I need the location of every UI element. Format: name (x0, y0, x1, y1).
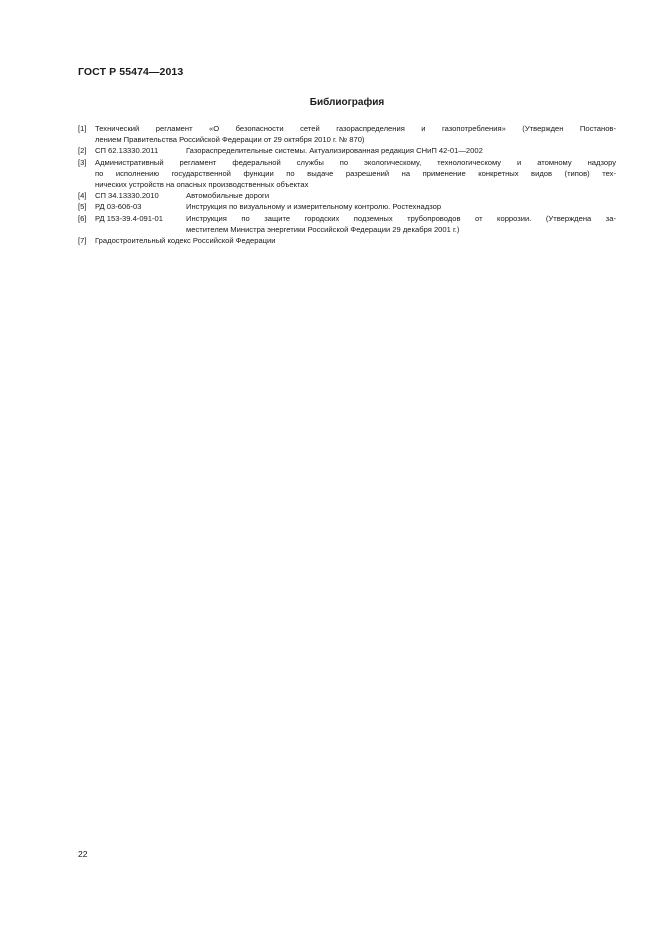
entry-code: СП 62.13330.2011 (95, 146, 159, 156)
bibliography-entry (78, 157, 616, 191)
document-code: ГОСТ Р 55474—2013 (78, 66, 184, 78)
entry-number: [2] (78, 146, 87, 156)
entry-number: [4] (78, 191, 87, 201)
entry-text-line: Инструкция по защите городских подземных трубопроводов от коррозии. (Утверждена за- (186, 213, 616, 223)
entry-number: [6] (78, 213, 87, 223)
bibliography-entry (78, 235, 616, 246)
bibliography-entry (78, 123, 616, 145)
page-number: 22 (78, 849, 88, 859)
entry-number: [3] (78, 157, 87, 167)
entry-text-line: по исполнению государственной функции по выдаче разрешений на применение конкретных видов (типов) тех- (95, 168, 616, 178)
section-title: Библиография (309, 97, 385, 108)
bibliography-entry (78, 190, 616, 201)
entry-text-line: Автомобильные дороги (186, 191, 270, 201)
entry-number: [5] (78, 202, 87, 212)
entry-code: СП 34.13330.2010 (95, 191, 159, 201)
entry-code: РД 03-606-03 (95, 202, 142, 212)
entry-text-line: Газораспределительные системы. Актуализированная редакция СНиП 42-01—2002 (186, 146, 483, 156)
bibliography-list (78, 123, 616, 246)
entry-text-line: лением Правительства Российской Федерации от 29 октября 2010 г. № 870) (95, 135, 365, 145)
bibliography-entry (78, 145, 616, 156)
entry-text-line: Градостроительный кодекс Российской Федерации (95, 236, 276, 246)
bibliography-entry (78, 213, 616, 235)
entry-text-line: Административный регламент федеральной службы по экологическому, технологическому и атомному надзору (95, 157, 616, 167)
bibliography-entry (78, 201, 616, 212)
entry-text-line: Инструкция по визуальному и измерительному контролю. Ростехнадзор (186, 202, 442, 212)
entry-number: [7] (78, 236, 87, 246)
entry-code: РД 153-39.4-091-01 (95, 213, 163, 223)
entry-text-line: местителем Министра энергетики Российской Федерации 29 декабря 2001 г.) (186, 224, 460, 234)
entry-number: [1] (78, 124, 87, 133)
entry-text-line: Технический регламент «О безопасности сетей газораспределения и газопотребления» (Утвержден Постанов- (95, 124, 616, 133)
entry-text-line: нических устройств на опасных производственных объектах (95, 180, 309, 190)
